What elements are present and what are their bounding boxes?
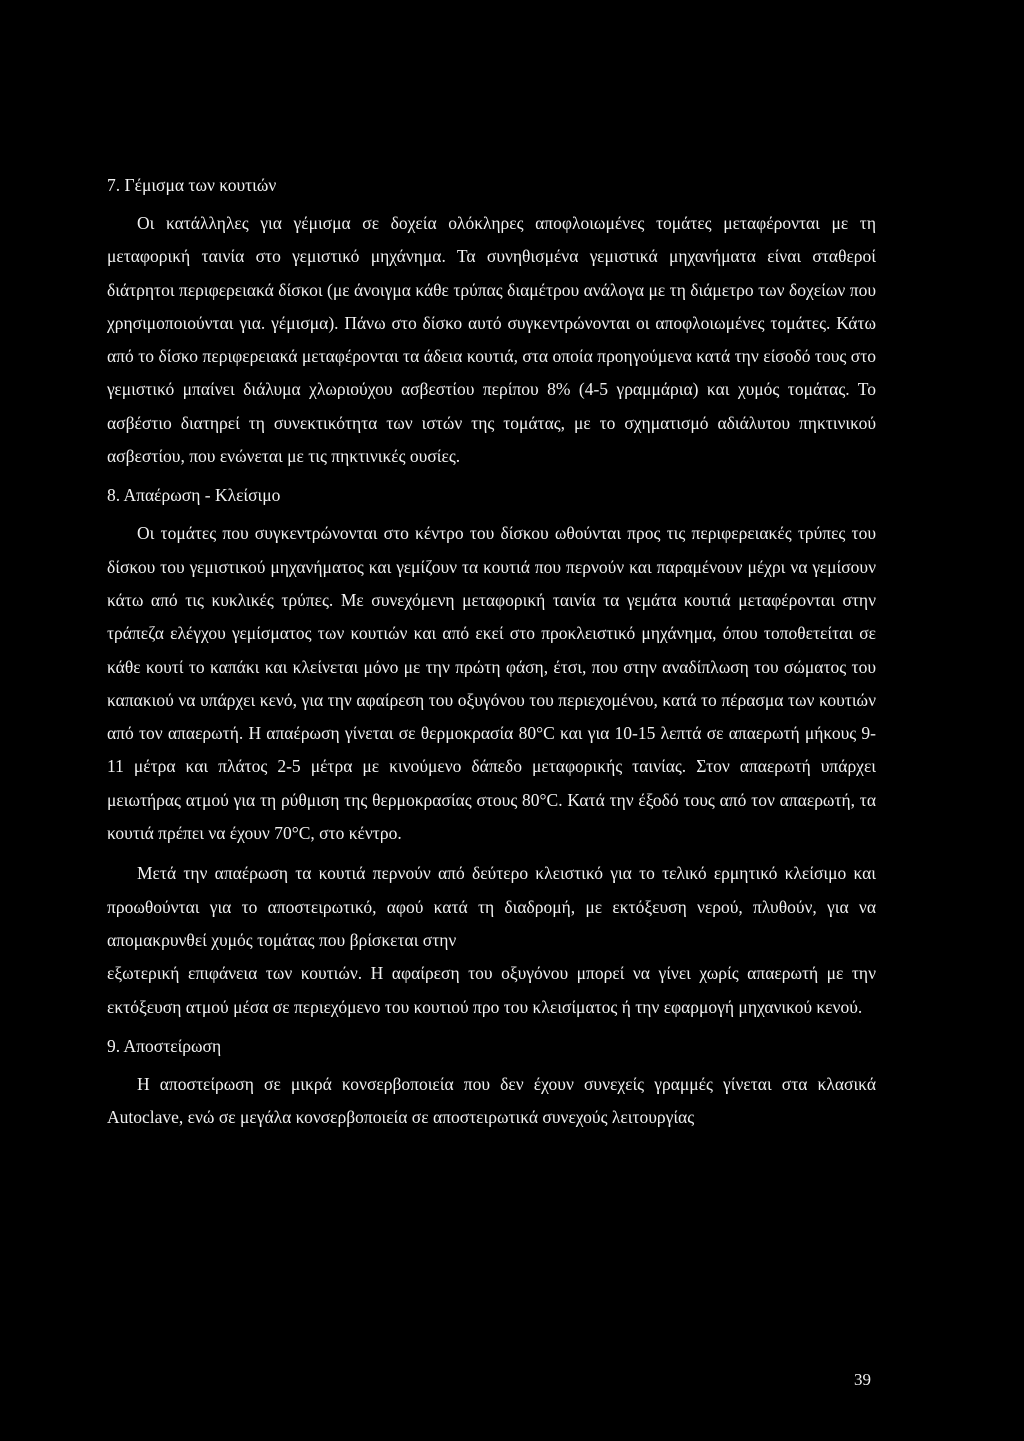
section-8-paragraph-2-line-2: εξωτερική επιφάνεια των κουτιών. Η αφαίρεση του οξυγόνου μπορεί να γίνει χωρίς απαερωτή με την εκτόξευση ατμού μέσα σε περιεχόμενο του κουτιού προ του κλεισίματος ή την εφαρμογή μηχανικού κενού. (107, 963, 876, 1017)
section-9-heading: 9. Αποστείρωση (107, 1035, 222, 1056)
document-body (107, 170, 876, 1134)
section-8-paragraph-1: Οι τομάτες που συγκεντρώνονται στο κέντρο του δίσκου ωθούνται προς τις περιφερειακές τρύπες του δίσκου του γεμιστικού μηχανήματος και γεμίζουν τα κουτιά που περνούν και παραμένουν μέχρι να γεμίσουν κάτω από τις κυκλικές τρύπες. Με συνεχόμενη μεταφορική ταινία τα γεμάτα κουτιά μεταφέρονται στην τράπεζα ελέγχου γεμίσματος των κουτιών και από εκεί στο προκλειστικό μηχάνημα, όπου τοποθετείται σε κάθε κουτί το καπάκι και κλείνεται μόνο με την πρώτη φάση, έτσι, που στην αναδίπλωση του σώματος του καπακιού να υπάρχει κενό, για την αφαίρεση του οξυγόνου του περιεχομένου, κατά το πέρασμα των κουτιών από τον απαερωτή. Η απαέρωση γίνεται σε θερμοκρασία 80°C και για 10-15 λεπτά σε απαερωτή μήκους 9-11 μέτρα και πλάτος 2-5 μέτρα με κινούμενο δάπεδο μεταφορικής ταινίας. Στον απαερωτή υπάρχει μειωτήρας ατμού για τη ρύθμιση της θερμοκρασίας στους 80°C. Κατά την έξοδό τους από τον απαερωτή, τα κουτιά πρέπει να έχουν 70°C, στο κέντρο. (107, 523, 876, 844)
section-7-paragraph: Οι κατάλληλες για γέμισμα σε δοχεία ολόκληρες αποφλοιωμένες τομάτες μεταφέρονται με τη μεταφορική ταινία στο γεμιστικό μηχάνημα. Τα συνηθισμένα γεμιστικά μηχανήματα είναι σταθεροί διάτρητοι περιφερειακά δίσκοι (με άνοιγμα κάθε τρύπας διαμέτρου ανάλογα με τη διάμετρο των δοχείων που χρησιμοποιούνται για. γέμισμα). Πάνω στο δίσκο αυτό συγκεντρώνονται οι αποφλοιωμένες τομάτες. Κάτω από το δίσκο περιφερειακά μεταφέρονται τα άδεια κουτιά, στα οποία προηγούμενα κατά την είσοδό τους στο γεμιστικό μπαίνει διάλυμα χλωριούχου ασβεστίου περίπου 8% (4-5 γραμμάρια) και χυμός τομάτας. Το ασβέστιο διατηρεί τη συνεκτικότητα των ιστών της τομάτας, με το σχηματισμό αδιάλυτου πηκτινικού ασβεστίου, που ενώνεται με τις πηκτινικές ουσίες. (107, 213, 876, 467)
page-number: 39 (854, 1370, 871, 1389)
section-8-paragraph-2-line-1: Μετά την απαέρωση τα κουτιά περνούν από δεύτερο κλειστικό για το τελικό ερμητικό κλείσιμο και προωθούνται για το αποστειρωτικό, αφού κατά τη διαδρομή, με εκτόξευση νερού, πλυθούν, για να απομακρυνθεί χυμός τομάτας που βρίσκεται στην (107, 863, 876, 950)
section-8-heading: 8. Απαέρωση - Κλείσιμο (107, 485, 281, 506)
section-9-paragraph: Η αποστείρωση σε μικρά κονσερβοποιεία που δεν έχουν συνεχείς γραμμές γίνεται στα κλασικά Autoclave, ενώ σε μεγάλα κονσερβοποιεία σε αποστειρωτικά συνεχούς λειτουργίας (107, 1073, 876, 1128)
section-7-heading: 7. Γέμισμα των κουτιών (107, 175, 277, 195)
